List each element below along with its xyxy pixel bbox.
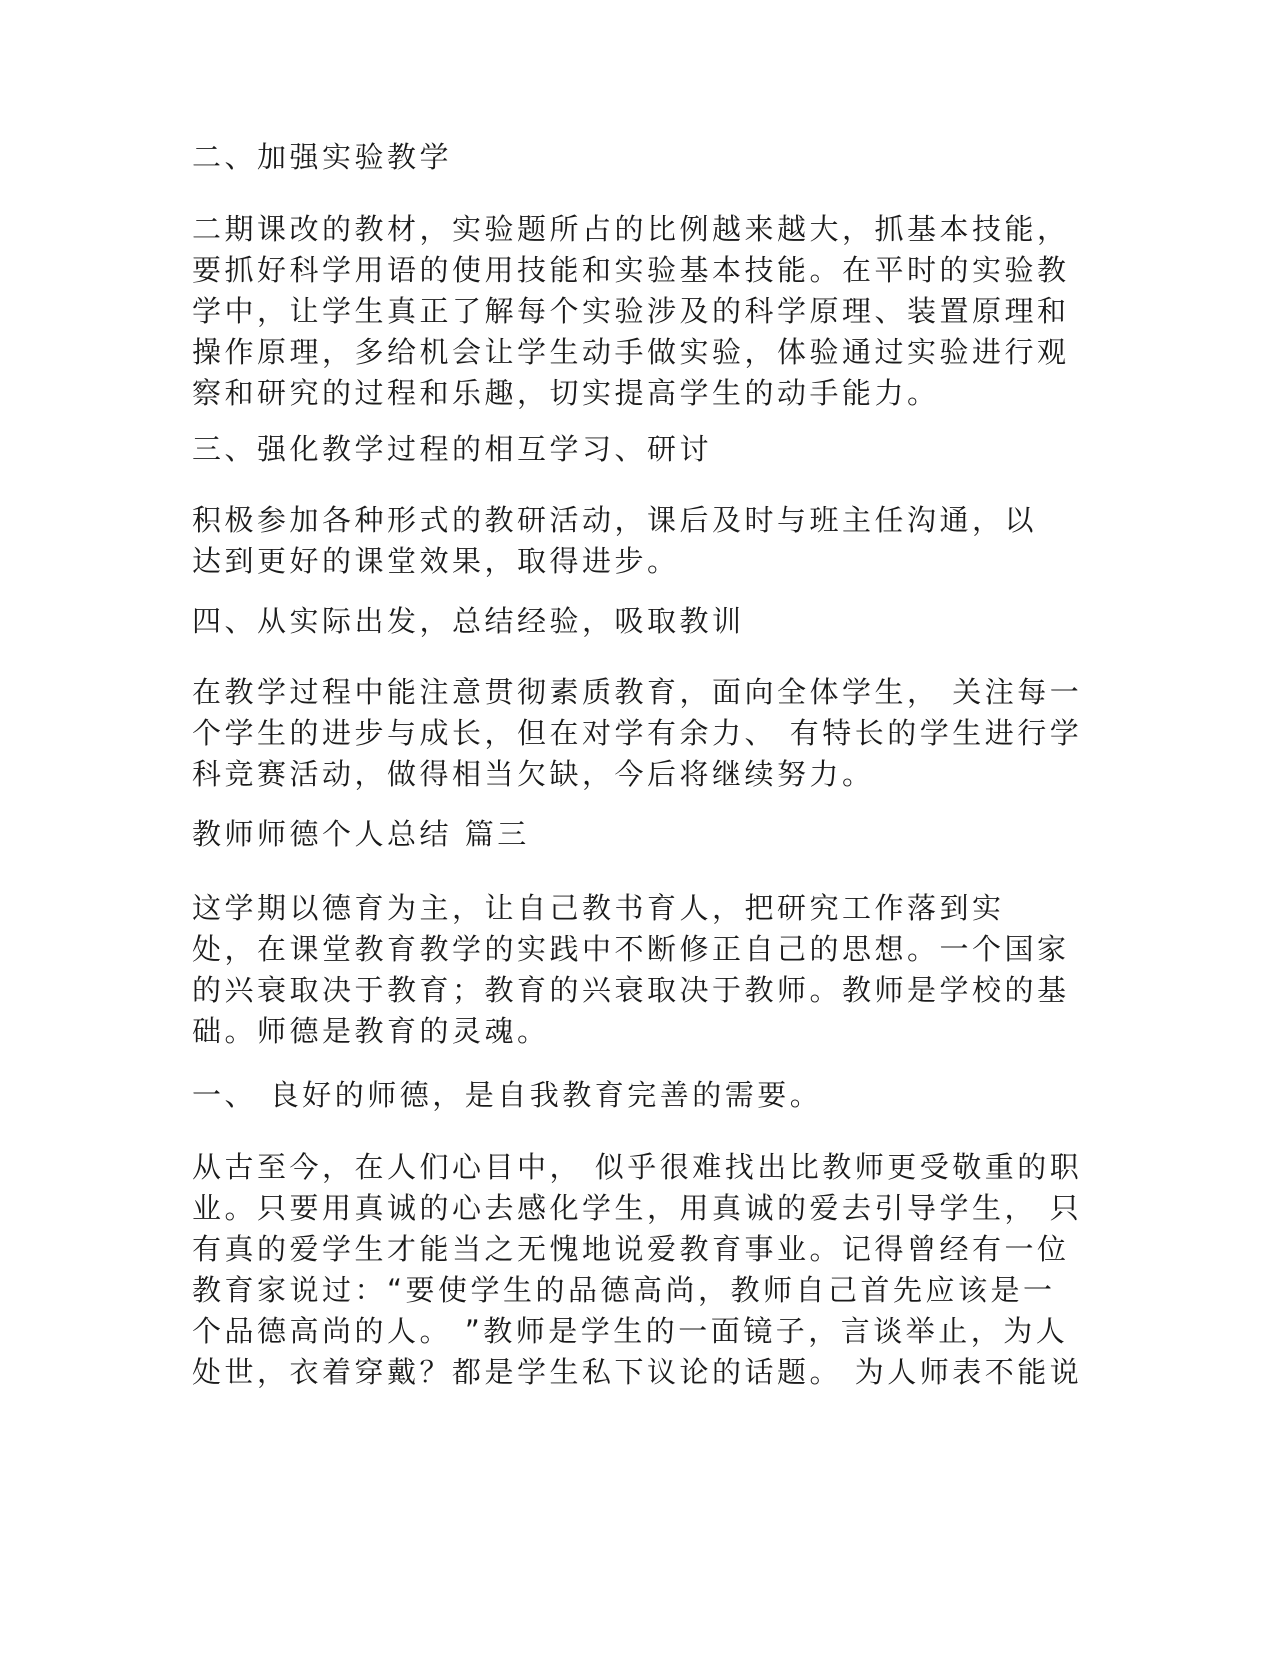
text-line: 础。师德是教育的灵魂。: [192, 1014, 550, 1048]
text-line: 个学生的进步与成长，但在对学有余力、 有特长的学生进行学: [192, 716, 1083, 750]
text-line: 有真的爱学生才能当之无愧地说爱教育事业。记得曾经有一位: [192, 1232, 1070, 1266]
section-heading-3: [192, 429, 1092, 470]
text-line: 业。只要用真诚的心去感化学生，用真诚的爱去引导学生， 只: [192, 1191, 1083, 1225]
text-line: 学中，让学生真正了解每个实验涉及的科学原理、装置原理和: [192, 294, 1070, 328]
paragraph-practice-summary: [192, 672, 1092, 795]
section-heading-1b: [192, 1075, 1092, 1116]
paragraph-moral-education: [192, 888, 1092, 1052]
text-line: 二、加强实验教学: [192, 140, 453, 174]
paragraph-research-activity: [192, 500, 1092, 582]
text-line: 从古至今，在人们心目中， 似乎很难找出比教师更受敬重的职: [192, 1150, 1083, 1184]
text-line: 积极参加各种形式的教研活动，课后及时与班主任沟通，以: [192, 503, 1038, 537]
text-line: 教师师德个人总结 篇三: [192, 817, 530, 851]
text-line: 操作原理，多给机会让学生动手做实验，体验通过实验进行观: [192, 335, 1070, 369]
text-line: 一、 良好的师德，是自我教育完善的需要。: [192, 1078, 823, 1112]
text-line: 要抓好科学用语的使用技能和实验基本技能。在平时的实验教: [192, 253, 1070, 287]
section-title-part-three: [192, 814, 1092, 855]
text-line: 个品德高尚的人。 ”教师是学生的一面镜子，言谈举止，为人: [192, 1314, 1069, 1348]
text-line: 三、强化教学过程的相互学习、研讨: [192, 432, 713, 466]
text-line: 处，在课堂教育教学的实践中不断修正自己的思想。一个国家: [192, 932, 1070, 966]
text-line: 教育家说过：“要使学生的品德高尚，教师自己首先应该是一: [192, 1273, 1056, 1307]
text-line: 达到更好的课堂效果，取得进步。: [192, 544, 680, 578]
paragraph-experiment-teaching: [192, 209, 1092, 414]
text-line: 这学期以德育为主，让自己教书育人，把研究工作落到实: [192, 891, 1005, 925]
text-line: 的兴衰取决于教育；教育的兴衰取决于教师。教师是学校的基: [192, 973, 1070, 1007]
text-line: 二期课改的教材，实验题所占的比例越来越大，抓基本技能，: [192, 212, 1070, 246]
text-line: 察和研究的过程和乐趣，切实提高学生的动手能力。: [192, 376, 940, 410]
text-line: 处世，衣着穿戴？都是学生私下议论的话题。 为人师表不能说: [192, 1355, 1083, 1389]
section-heading-2: [192, 137, 1092, 178]
paragraph-teacher-ethics: [192, 1147, 1092, 1393]
section-heading-4: [192, 601, 1092, 642]
text-line: 科竞赛活动，做得相当欠缺，今后将继续努力。: [192, 757, 875, 791]
text-line: 在教学过程中能注意贯彻素质教育，面向全体学生， 关注每一: [192, 675, 1083, 709]
text-line: 四、从实际出发，总结经验，吸取教训: [192, 604, 745, 638]
